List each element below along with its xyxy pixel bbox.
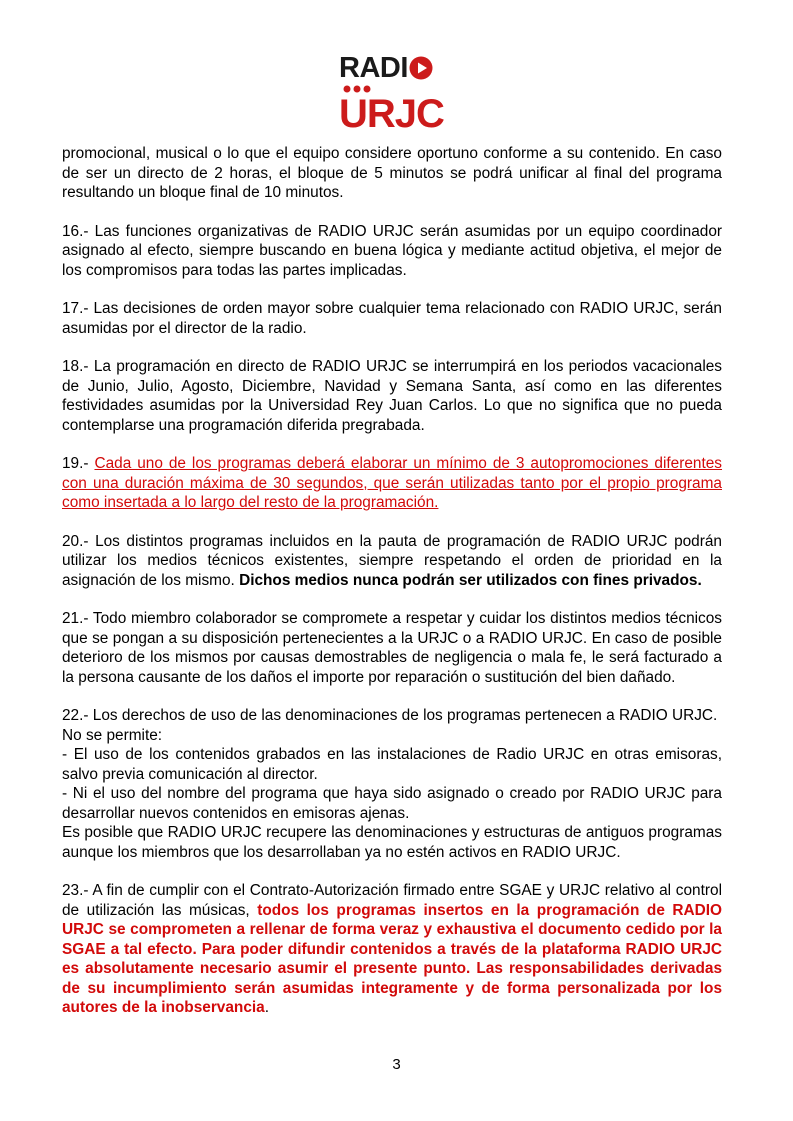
paragraph-16: 16.- Las funciones organizativas de RADIO URJC serán asumidas por un equipo coordinador asignado al efecto, siempre buscando en buena lógica y mediante actitud objetiva, el mejor de los compromisos para todas las partes implicadas. [62,222,722,279]
paragraph-22 [62,706,722,862]
logo-urjc-text: URJC [339,92,444,136]
logo-urjc-line [339,94,444,134]
logo-radio-line [339,52,433,84]
paragraph-20 [62,532,722,591]
logo-radio-text: RADI [339,52,408,84]
paragraph-19-highlight: Cada uno de los programas deberá elaborar un mínimo de 3 autopromociones diferentes con una duración máxima de 30 segundos, que serán utilizadas tanto por el propio programa como insertada a lo largo del resto de la programación. [62,455,723,511]
play-icon [409,56,433,80]
paragraph-intro: promocional, musical o lo que el equipo considere oportuno conforme a su contenido. En caso de ser un directo de 2 horas, el bloque de 5 minutos se podrá unificar al final del programa resultando un bloque final de 10 minutos. [62,145,722,201]
paragraph-20-bold: Dichos medios nunca podrán ser utilizados con fines privados. [239,571,702,589]
document-body [62,144,722,1037]
paragraph-22-title: 22.- Los derechos de uso de las denominaciones de los programas pertenecen a RADIO URJC. [62,707,718,724]
paragraph-17: 17.- Las decisiones de orden mayor sobre cualquier tema relacionado con RADIO URJC, serán asumidas por el director de la radio. [62,300,722,337]
paragraph-23 [62,881,722,1018]
paragraph-18: 18.- La programación en directo de RADIO URJC se interrumpirá en los periodos vacacionales de Junio, Julio, Agosto, Diciembre, Navidad y Semana Santa, así como en las diferentes festividades asumidas por la Universidad Rey Juan Carlos. Lo que no significa que no pueda contemplarse una programación diferida pregrabada. [62,358,722,434]
paragraph-20-text: 20.- Los distintos programas incluidos en la pauta de programación de RADIO URJC podrán utilizar los medios técnicos existentes, siempre respetando el orden de prioridad en la asignación de los mismo. [62,532,722,589]
paragraph-22-intro: No se permite: [62,726,163,744]
paragraph-19-number: 19.- [62,455,95,472]
paragraph-23-text: 23.- A fin de cumplir con el Contrato-Autorización firmado entre SGAE y URJC relativo al control de utilización las músicas, [62,882,722,919]
paragraph-22-item-2: - Ni el uso del nombre del programa que haya sido asignado o creado por RADIO URJC para desarrollar nuevos contenidos en emisoras ajenas. [62,785,722,822]
umlaut-dots-icon [343,85,373,93]
paragraph-23-end: . [264,999,270,1016]
paragraph-21: 21.- Todo miembro colaborador se compromete a respetar y cuidar los distintos medios técnicos que se pongan a su disposición pertenecientes a la URJC o a RADIO URJC. En caso de posible deterioro de los mismos por causas demostrables de negligencia o mala fe, le será facturado a la persona causante de los daños el importe por reparación o sustitución del bien dañado. [62,610,722,686]
page-number: 3 [392,1056,401,1073]
radio-urjc-logo [339,52,449,134]
paragraph-23-highlight: todos los programas insertos en la programación de RADIO URJC se comprometen a rellenar de forma veraz y exhaustiva el documento cedido por la SGAE a tal efecto. Para poder difundir contenidos a través de la plataforma RADIO URJC es absolutamente necesario asumir el presente punto. Las responsabilidades derivadas de su incumplimiento serán asumidas integramente y de forma personalizada por los autores de la inobservancia [62,901,722,1016]
paragraph-22-item-1: - El uso de los contenidos grabados en las instalaciones de Radio URJC en otras emisoras, salvo previa comunicación al director. [62,746,722,783]
paragraph-19 [62,454,722,513]
paragraph-22-note: Es posible que RADIO URJC recupere las denominaciones y estructuras de antiguos programas aunque los miembros que los desarrollaban ya no estén activos en RADIO URJC. [62,824,722,861]
